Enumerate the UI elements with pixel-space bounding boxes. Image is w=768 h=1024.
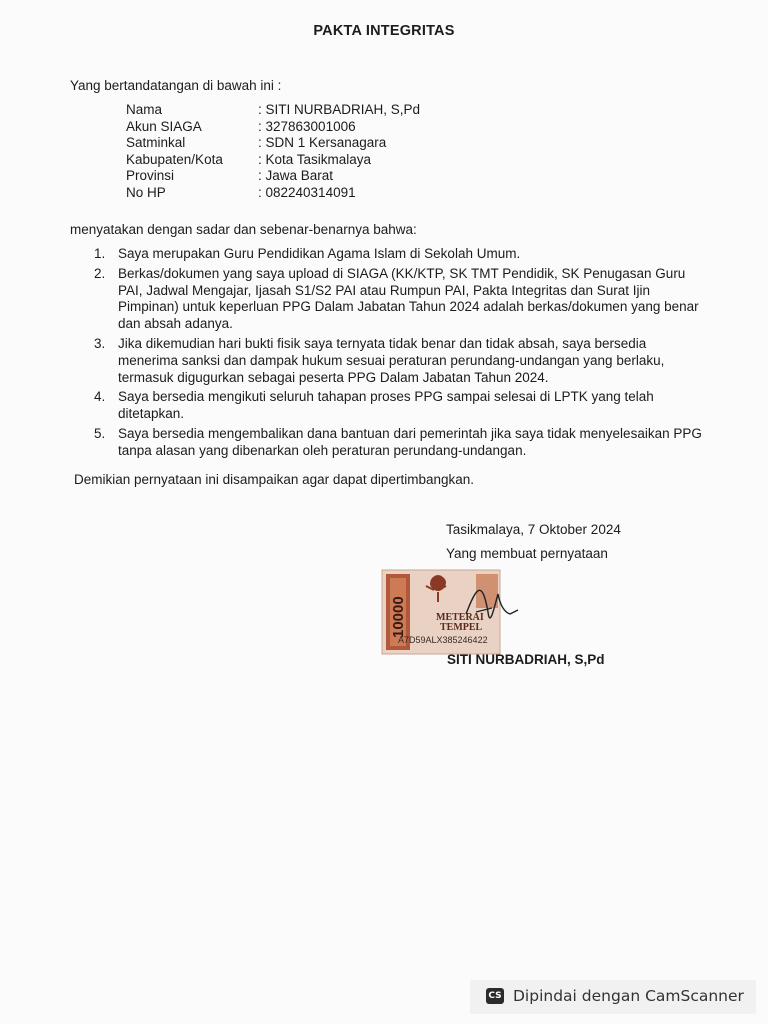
identity-label: Kabupaten/Kota	[126, 151, 223, 167]
list-item-text: Saya merupakan Guru Pendidikan Agama Islam di Sekolah Umum.	[118, 246, 521, 261]
statement-list	[94, 246, 704, 463]
list-item-text: Saya bersedia mengikuti seluruh tahapan proses PPG sampai selesai di LPTK yang telah ditetapkan.	[118, 389, 654, 422]
identity-value: : SDN 1 Kersanagara	[258, 135, 387, 150]
identity-value: : SITI NURBADRIAH, S,Pd	[258, 102, 421, 117]
identity-label: No HP	[126, 184, 166, 200]
identity-label: Nama	[126, 102, 163, 117]
place-date: Tasikmalaya, 7 Oktober 2024	[446, 522, 621, 537]
list-item-number: 1.	[94, 246, 106, 261]
list-item	[94, 426, 704, 460]
identity-label: Akun SIAGA	[126, 118, 202, 134]
list-item-text: Berkas/dokumen yang saya upload di SIAGA (KK/KTP, SK TMT Pendidik, SK Penugasan Guru PAI, Jadwal Mengajar, Ijasah S1/S2 PAI atau Rumpun PAI, Pakta Integritas dan Surat Ijin Pimpinan) untuk keperluan PPG Dalam Jabatan Tahun 2024 adalah berkas/dokumen yang benar dan absah adanya.	[118, 265, 699, 332]
closing-text: Demikian pernyataan ini disampaikan agar dapat dipertimbangkan.	[74, 472, 474, 487]
identity-value: : Kota Tasikmalaya	[258, 151, 372, 167]
list-item	[94, 389, 704, 423]
list-item-text: Saya bersedia mengembalikan dana bantuan dari pemerintah jika saya tidak menyelesaikan PPG tanpa alasan yang dibenarkan oleh peraturan perundang-undangan.	[118, 425, 702, 458]
list-item-number: 5.	[94, 425, 106, 441]
statement-text: menyatakan dengan sadar dan sebenar-benarnya bahwa:	[70, 222, 417, 237]
identity-value: : Jawa Barat	[258, 168, 334, 183]
camscanner-watermark	[470, 980, 756, 1014]
meterai-label-line1: METERAI	[436, 612, 484, 623]
meterai-stamp	[380, 568, 528, 656]
identity-label: Satminkal	[126, 135, 186, 150]
list-item-number: 2.	[94, 265, 106, 281]
list-item-number: 3.	[94, 335, 106, 351]
list-item	[94, 246, 704, 263]
list-item	[94, 336, 704, 386]
signer-name: SITI NURBADRIAH, S,Pd	[447, 652, 605, 667]
maker-label: Yang membuat pernyataan	[446, 546, 608, 561]
identity-value: : 327863001006	[258, 118, 356, 134]
meterai-stamp-graphic	[380, 568, 528, 656]
document-title: PAKTA INTEGRITAS	[313, 23, 455, 39]
identity-label: Provinsi	[126, 168, 175, 183]
intro-text: Yang bertandatangan di bawah ini :	[70, 78, 282, 93]
identity-value: : 082240314091	[258, 184, 356, 200]
camscanner-text: Dipindai dengan CamScanner	[513, 987, 744, 1005]
list-item-text: Jika dikemudian hari bukti fisik saya ternyata tidak benar dan tidak absah, saya bersedia menerima sanksi dan dampak hukum sesuai peraturan perundang-undangan yang berlaku, termasuk digugurkan sebagai peserta PPG Dalam Jabatan Tahun 2024.	[118, 335, 665, 385]
list-item	[94, 266, 704, 333]
camscanner-icon: CS	[486, 988, 504, 1004]
meterai-label-line2: TEMPEL	[440, 622, 483, 633]
list-item-number: 4.	[94, 389, 106, 405]
meterai-serial: A7D59ALX385246422	[398, 635, 488, 645]
meterai-denomination: 10000	[390, 596, 407, 638]
